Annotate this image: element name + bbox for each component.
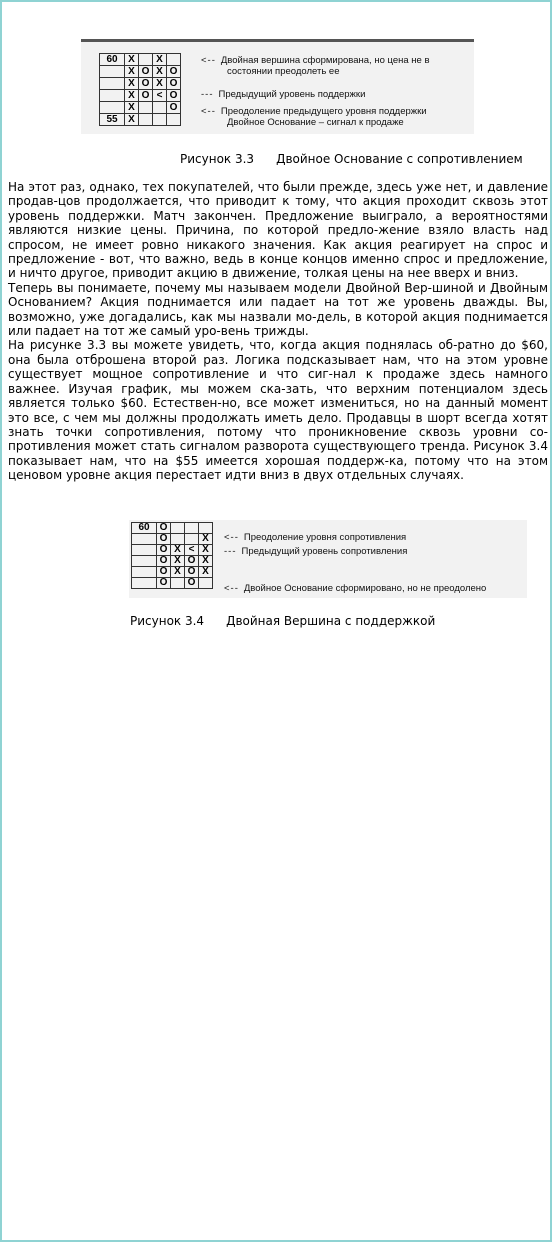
point-figure-grid: [99, 53, 181, 126]
grid-cell: X: [171, 556, 185, 567]
grid-cell: O: [185, 567, 199, 578]
grid-cell: O: [167, 102, 181, 114]
grid-row: [100, 102, 181, 114]
price-cell: [132, 567, 157, 578]
paragraph: На рисунке 3.3 вы можете увидеть, что, когда акция поднялась об-ратно до $60, она была отброшена второй раз. Логика подсказывает нам, что на этом уровне существует мощное сопротивление и что сиг-нал к продаже здесь намного важнее. Изучая график, мы можем ска-зать, что верхним потенциалом здесь является только $60. Естествен-но, все может измениться, но на данный момент это все, с чем мы должны продолжать иметь дело. Продавцы в шорт всегда хотят знать точки сопротивления, потому что проникновение сквозь уровни со-противления может стать сигналом разворота существующего тренда. Рисунок 3.4 показывает нам, что на $55 имеется хорошая поддерж-ка, потому что на этом ценовом уровне акция перестает идти вниз в двух отдельных случаях.: [8, 338, 548, 483]
grid-cell: [199, 578, 213, 589]
grid-row: [100, 114, 181, 126]
grid-cell: X: [125, 66, 139, 78]
grid-cell: O: [157, 534, 171, 545]
grid-cell: X: [199, 545, 213, 556]
grid-row: [100, 78, 181, 90]
grid-cell: X: [153, 54, 167, 66]
grid-cell: X: [171, 567, 185, 578]
caption-number: Рисунок 3.4: [130, 614, 205, 628]
figure-top-border: [81, 39, 474, 42]
grid-cell: O: [185, 578, 199, 589]
grid-row: [132, 556, 213, 567]
price-cell: [132, 556, 157, 567]
grid-row: [132, 545, 213, 556]
annotation-resistance-break: <-- Преодоление уровня сопротивления: [224, 532, 407, 543]
grid-cell: X: [125, 54, 139, 66]
paragraph: Теперь вы понимаете, почему мы называем модели Двойной Вер-шиной и Двойным Основанием? Акция поднимается или падает на тот же уровень дважды. Вы, возможно, уже догадались, как мы назвали мо-дель, в которой акция поднимается или падает на тот же самый уро-вень трижды.: [8, 280, 548, 339]
annotation-support-break: <-- Преодоление предыдущего уровня поддержки Двойное Основание – сигнал к продаже: [201, 106, 427, 128]
figure-caption: [180, 152, 523, 166]
grid-cell: X: [125, 90, 139, 102]
price-cell: 60: [100, 54, 125, 66]
grid-cell: X: [199, 567, 213, 578]
grid-cell: X: [199, 556, 213, 567]
price-cell: 60: [132, 523, 157, 534]
grid-cell: [167, 114, 181, 126]
figure-caption: [130, 614, 435, 628]
grid-cell: O: [139, 90, 153, 102]
annotation-double-top: <-- Двойная вершина сформирована, но цена не в состоянии преодолеть ее: [201, 55, 430, 77]
grid-cell: O: [157, 567, 171, 578]
paragraph: На этот раз, однако, тех покупателей, что были прежде, здесь уже нет, и давление продав-цов продолжается, что приводит к тому, что акция проходит сквозь этот уровень поддержки. Матч закончен. Предложение выиграло, а вероятностями являются низкие цены. Причина, по которой предло-жение взяло власть над спросом, не имеет ровно никакого значения. Как акция реагирует на спрос и предложение - вот, что важно, ведь в конце концов именно спрос и предложение, и ничто другое, приводит акцию в движение, толкая цены на нее вверх и вниз.: [8, 180, 548, 281]
article-body: [8, 180, 548, 483]
grid-row: [132, 523, 213, 534]
price-cell: [132, 578, 157, 589]
grid-cell: [199, 523, 213, 534]
grid-cell: [167, 54, 181, 66]
grid-row: [100, 90, 181, 102]
grid-cell: O: [185, 556, 199, 567]
grid-cell: [185, 523, 199, 534]
grid-cell: X: [199, 534, 213, 545]
annotation-previous-support: --- Предыдущий уровень поддержки: [201, 89, 366, 100]
grid-cell: [171, 578, 185, 589]
grid-cell: O: [157, 545, 171, 556]
caption-title: Двойная Вершина с поддержкой: [226, 614, 436, 628]
grid-row: [100, 66, 181, 78]
grid-cell: O: [139, 66, 153, 78]
grid-cell: [139, 54, 153, 66]
price-cell: [100, 78, 125, 90]
grid-cell: X: [153, 78, 167, 90]
grid-cell: O: [157, 556, 171, 567]
grid-row: [132, 578, 213, 589]
grid-cell: O: [167, 78, 181, 90]
grid-row: [100, 54, 181, 66]
grid-cell: [139, 102, 153, 114]
grid-cell: O: [157, 523, 171, 534]
grid-cell: O: [139, 78, 153, 90]
caption-title: Двойное Основание с сопротивлением: [276, 152, 523, 166]
point-figure-grid: [131, 522, 213, 589]
grid-cell: <: [153, 90, 167, 102]
price-cell: [132, 534, 157, 545]
grid-row: [132, 534, 213, 545]
price-cell: [132, 545, 157, 556]
grid-cell: O: [167, 90, 181, 102]
annotation-previous-resistance: --- Предыдущий уровень сопротивления: [224, 546, 408, 557]
grid-cell: [171, 523, 185, 534]
price-cell: [100, 102, 125, 114]
grid-row: [132, 567, 213, 578]
grid-cell: [171, 534, 185, 545]
price-cell: 55: [100, 114, 125, 126]
grid-cell: X: [125, 102, 139, 114]
price-cell: [100, 90, 125, 102]
grid-cell: O: [167, 66, 181, 78]
caption-number: Рисунок 3.3: [180, 152, 255, 166]
grid-cell: [153, 114, 167, 126]
price-cell: [100, 66, 125, 78]
grid-cell: O: [157, 578, 171, 589]
grid-cell: X: [153, 66, 167, 78]
grid-cell: X: [125, 78, 139, 90]
grid-cell: [139, 114, 153, 126]
figure-3-4: [129, 520, 527, 598]
grid-cell: X: [171, 545, 185, 556]
annotation-double-bottom: <-- Двойное Основание сформировано, но не преодолено: [224, 583, 487, 594]
grid-cell: X: [125, 114, 139, 126]
grid-cell: [153, 102, 167, 114]
figure-3-3: [81, 39, 474, 134]
grid-cell: <: [185, 545, 199, 556]
grid-cell: [185, 534, 199, 545]
